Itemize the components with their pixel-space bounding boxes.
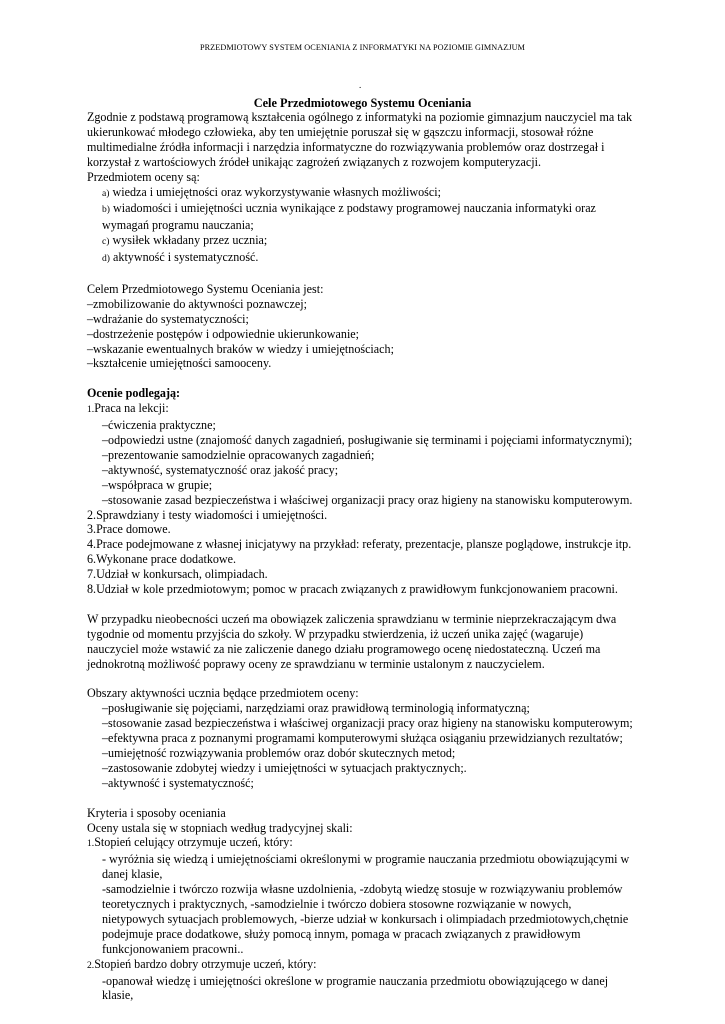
assessment-subitem: –współpraca w grupie;: [102, 477, 213, 492]
grade-line: podejmuje prace dodatkowe, służy pomocą innym, pomaga w pracach związanych z prawidłowym: [102, 926, 581, 941]
intro-line: Zgodnie z podstawą programową kształcenia ogólnego z informatyki na poziomie gimnazjum nauczyciel ma tak: [87, 110, 633, 124]
assessment-item: 3.Prace domowe.: [87, 522, 171, 537]
goal-item: –zmobilizowanie do aktywności poznawczej;: [87, 296, 307, 311]
intro-line: multimedialne źródła informacji i narzędzia informatyczne do rozwiązywania problemów oraz dostrzegał i: [87, 139, 605, 154]
document-title: Cele Przedmiotowego Systemu Oceniania: [253, 96, 472, 110]
assessment-item: 7.Udział w konkursach, olimpiadach.: [87, 567, 268, 582]
grade-item: 2.Stopień bardzo dobry otrzymuje uczeń, który:: [87, 956, 317, 971]
criteria-heading: Kryteria i sposoby oceniania: [87, 805, 226, 820]
area-item: –zastosowanie zdobytej wiedzy i umiejętności w sytuacjach praktycznych;.: [102, 760, 467, 775]
grade-line: danej klasie,: [102, 867, 163, 882]
assessment-item: 1.Praca na lekcji:: [87, 401, 169, 416]
assessment-subitem: –stosowanie zasad bezpieczeństwa i właściwej organizacji pracy oraz higieny na stanowisku komputerowym.: [102, 492, 633, 507]
absence-line: tygodnie od momentu przyjścia do szkoły. W przypadku stwierdzenia, iż uczeń unika zajęć (wagaruje): [87, 626, 584, 641]
goal-item: –wskazanie ewentualnych braków w wiedzy i umiejętnościach;: [87, 341, 394, 356]
grade-line: teoretycznych i praktycznych, -samodzielnie i twórczo dobiera stosowne rozwiązanie w nowych,: [102, 897, 572, 912]
assessment-subitem: –ćwiczenia praktyczne;: [102, 418, 216, 433]
intro-line: korzystał z wartościowych źródeł unikając zagrożeń związanych z rozwojem komputeryzacji.: [87, 154, 541, 169]
grade-line: nietypowych sytuacjach problemowych, -bierze udział w konkursach i olimpiadach przedmiotowych,chętnie: [102, 911, 629, 926]
goal-item: –wdrażanie do systematyczności;: [87, 311, 249, 326]
assessment-item: 6.Wykonane prace dodatkowe.: [87, 552, 237, 567]
page-header: PRZEDMIOTOWY SYSTEM OCENIANIA Z INFORMATYKI NA POZIOMIE GIMNAZJUM: [199, 43, 526, 52]
criteria-subheading: Oceny ustala się w stopniach według tradycyjnej skali:: [87, 820, 353, 835]
assessment-item: 8.Udział w kole przedmiotowym; pomoc w pracach związanych z prawidłowym funkcjonowaniem pracowni.: [87, 582, 618, 597]
absence-line: jednokrotną możliwość poprawy oceny ze sprawdzianu w terminie ustalonym z nauczycielem.: [87, 656, 545, 671]
assessment-item: 4.Prace podejmowane z własnej inicjatywy na przykład: referaty, prezentacje, plansze poglądowe, instrukcje itp.: [87, 537, 632, 552]
grade-line: -samodzielnie i twórczo rozwija własne uzdolnienia, -zdobytą wiedzę stosuje w rozwiązywaniu problemów: [102, 882, 623, 897]
goal-item: –kształcenie umiejętności samooceny.: [87, 356, 272, 371]
area-item: –aktywność i systematyczność;: [102, 775, 254, 790]
assessment-item: 2.Sprawdziany i testy wiadomości i umiejętności.: [87, 507, 328, 522]
goal-item: –dostrzeżenie postępów i odpowiednie ukierunkowanie;: [87, 326, 360, 341]
area-item: –posługiwanie się pojęciami, narzędziami oraz prawidłową terminologią informatyczną;: [102, 701, 530, 716]
dot-mark: .: [359, 80, 362, 90]
grade-line: - wyróżnia się wiedzą i umiejętnościami określonymi w programie nauczania przedmiotu obowiązującymi w: [102, 852, 630, 867]
grade-line: funkcjonowaniem pracowni..: [102, 941, 244, 956]
areas-heading: Obszary aktywności ucznia będące przedmiotem oceny:: [87, 686, 359, 701]
subject-item: b) wiadomości i umiejętności ucznia wynikające z podstawy programowej nauczania informatyki oraz: [102, 201, 596, 216]
area-item: –umiejętność rozwiązywania problemów oraz dobór skutecznych metod;: [102, 746, 456, 760]
grade-item: 1.Stopień celujący otrzymuje uczeń, który:: [87, 835, 293, 850]
subject-item: d) aktywność i systematyczność.: [102, 250, 259, 265]
absence-line: W przypadku nieobecności uczeń ma obowiązek zaliczenia sprawdzianu w terminie nieprzekraczającym dwa: [87, 611, 617, 626]
grade-line: -opanował wiedzę i umiejętności określone w programie nauczania przedmiotu obowiązującego w danej: [102, 973, 609, 988]
subject-item: a) wiedza i umiejętności oraz wykorzystywanie własnych możliwości;: [102, 184, 441, 199]
subject-heading: Przedmiotem oceny są:: [87, 169, 200, 184]
assessment-subitem: –prezentowanie samodzielnie opracowanych zagadnień;: [102, 447, 375, 462]
assessment-subitem: –odpowiedzi ustne (znajomość danych zagadnień, posługiwanie się terminami i pojęciami informatycznymi);: [102, 433, 633, 447]
goals-heading: Celem Przedmiotowego Systemu Oceniania jest:: [87, 281, 324, 296]
grade-line: klasie,: [102, 988, 134, 1003]
document-body: [87, 110, 647, 1003]
absence-line: nauczyciel może wstawić za nie zaliczenie danego działu programowego ocenę niedostateczną. Uczeń ma: [87, 641, 601, 656]
assessment-heading: Ocenie podlegają:: [87, 386, 181, 401]
subject-item-continued: wymagań programu nauczania;: [102, 218, 254, 233]
subject-item: c) wysiłek wkładany przez ucznia;: [102, 233, 268, 248]
area-item: –stosowanie zasad bezpieczeństwa i właściwej organizacji pracy oraz higieny na stanowisku komputerowym;: [102, 716, 633, 731]
assessment-subitem: –aktywność, systematyczność oraz jakość pracy;: [102, 462, 339, 477]
intro-line: ukierunkować młodego człowieka, aby ten umiejętnie poruszał się w gąszczu informacji, stosował różne: [87, 124, 594, 139]
area-item: –efektywna praca z poznanymi programami komputerowymi służąca osiąganiu przewidzianych rezultatów;: [102, 731, 623, 746]
